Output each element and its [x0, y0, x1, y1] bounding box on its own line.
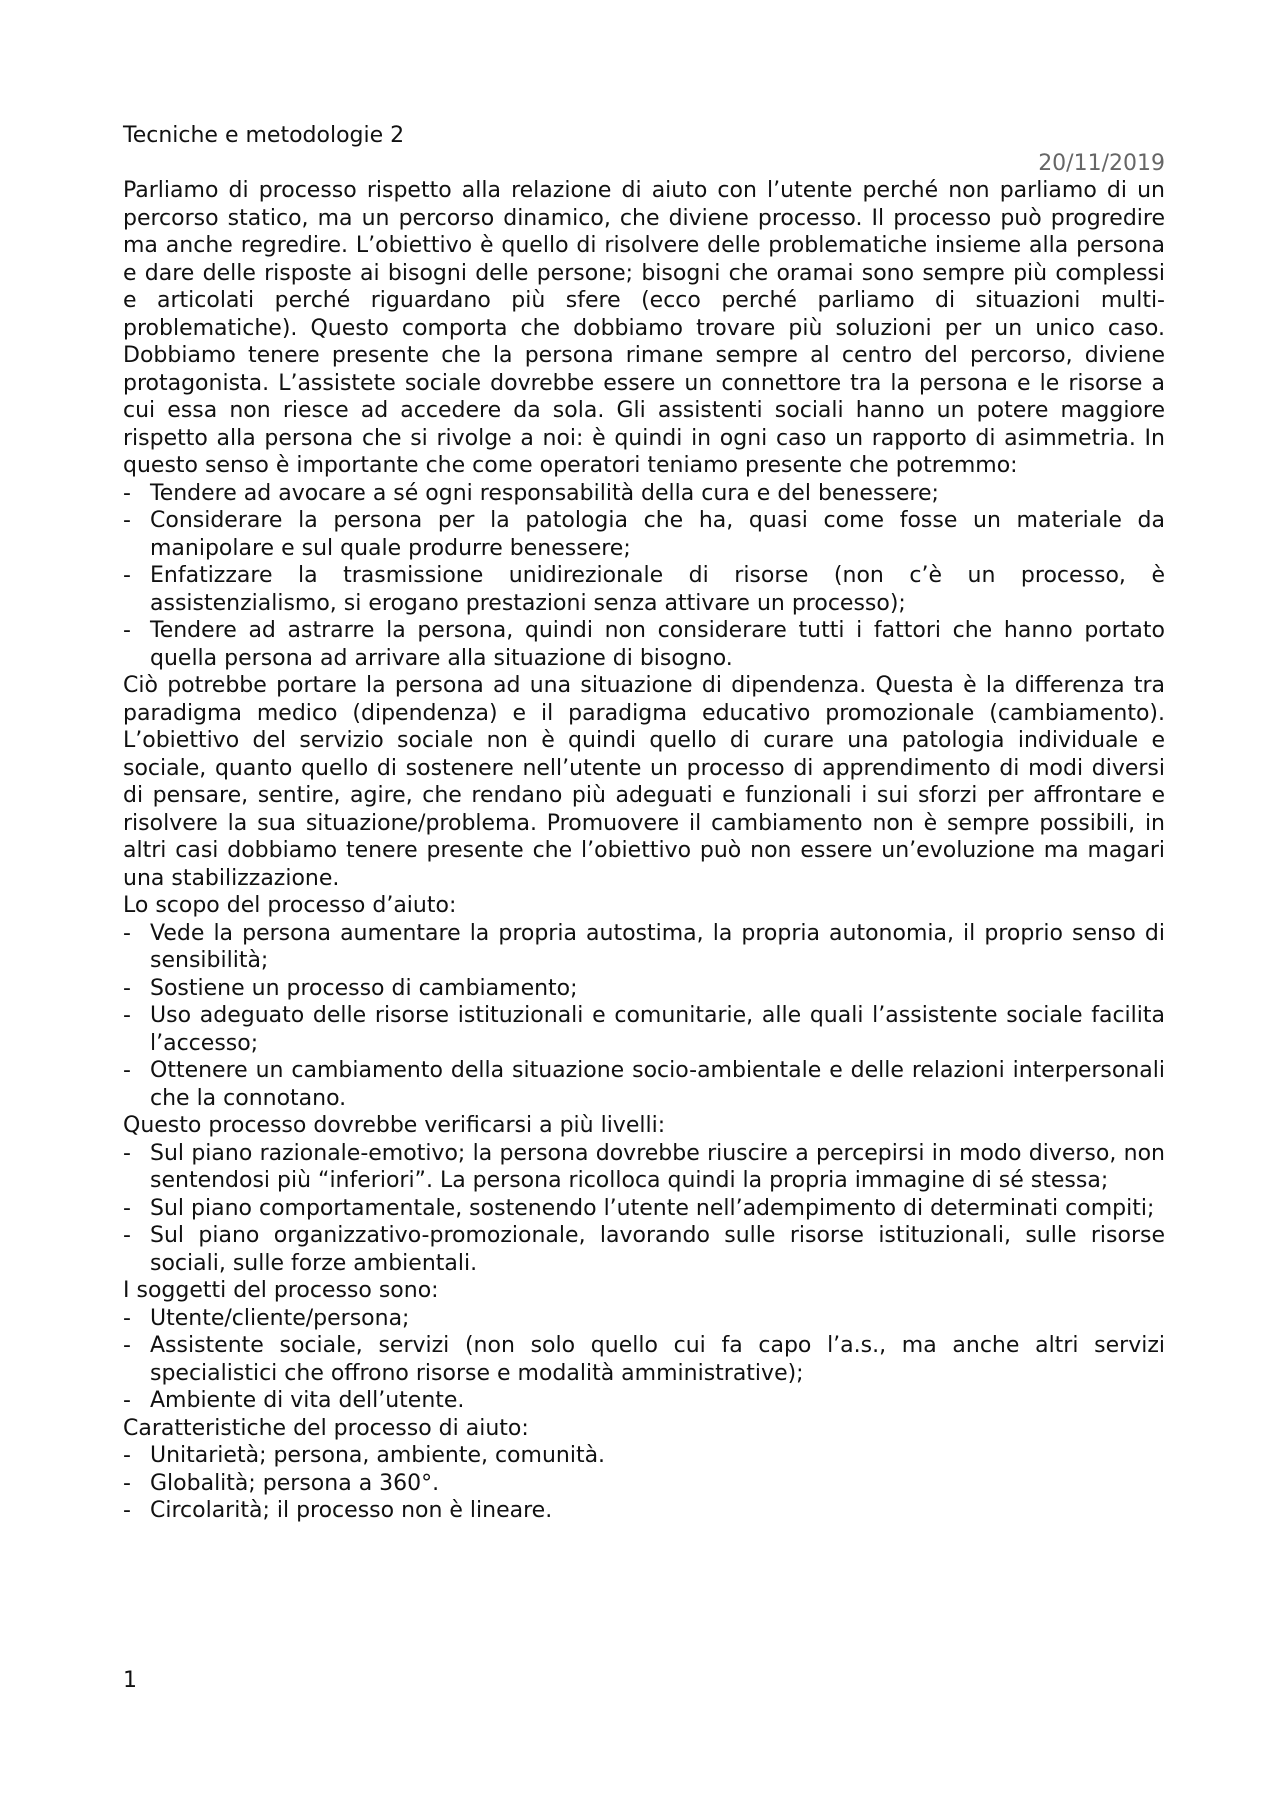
list-item-text: Assistente sociale, servizi (non solo quello cui fa capo l’a.s., ma anche altri servizi specialistici che offrono risorse e modalità amministrative);	[150, 1333, 1165, 1386]
bullet-marker: -	[123, 1498, 131, 1523]
list-item	[123, 1497, 1165, 1525]
list-item-text: Unitarietà; persona, ambiente, comunità.	[150, 1443, 606, 1468]
bullet-marker: -	[123, 618, 131, 643]
paragraph-intro: Parliamo di processo rispetto alla relazione di aiuto con l’utente perché non parliamo di un percorso statico, ma un percorso dinamico, che diviene processo. Il processo può progredire ma anche regredire. L’obiettivo è quello di risolvere delle problematiche insieme alla persona e dare delle risposte ai bisogni delle persone; bisogni che oramai sono sempre più complessi e articolati perché riguardano più sfere (ecco perché parliamo di situazioni multi-problematiche). Questo comporta che dobbiamo trovare più soluzioni per un unico caso. Dobbiamo tenere presente che la persona rimane sempre al centro del percorso, diviene protagonista. L’assistete sociale dovrebbe essere un connettore tra la persona e le risorse a cui essa non riesce ad accedere da sola. Gli assistenti sociali hanno un potere maggiore rispetto alla persona che si rivolge a noi: è quindi in ogni caso un rapporto di asimmetria. In questo senso è importante che come operatori teniamo presente che potremmo:	[123, 178, 1165, 478]
bullet-marker: -	[123, 1058, 131, 1083]
list-item-text: Circolarità; il processo non è lineare.	[150, 1498, 553, 1523]
paragraph-subjects-heading: I soggetti del processo sono:	[123, 1278, 439, 1303]
bullet-list-subjects	[123, 1305, 1165, 1415]
list-item-text: Sul piano comportamentale, sostenendo l’utente nell’adempimento di determinati compiti;	[150, 1195, 1155, 1221]
list-item	[123, 1195, 1165, 1223]
bullet-marker: -	[123, 1003, 131, 1028]
bullet-marker: -	[123, 1333, 131, 1358]
list-item-text: Considerare la persona per la patologia che ha, quasi come fosse un materiale da manipolare e sul quale produrre benessere;	[150, 508, 1165, 561]
list-item	[123, 562, 1165, 617]
bullet-marker: -	[123, 1305, 131, 1331]
list-item	[123, 1057, 1165, 1112]
list-item-text: Sostiene un processo di cambiamento;	[150, 975, 578, 1001]
bullet-marker: -	[123, 1470, 131, 1496]
document-body	[123, 122, 1165, 1525]
list-item-text: Uso adeguato delle risorse istituzionali e comunitarie, alle quali l’assistente sociale facilita l’accesso;	[150, 1003, 1165, 1056]
list-item	[123, 1332, 1165, 1387]
bullet-marker: -	[123, 1223, 131, 1248]
bullet-marker: -	[123, 508, 131, 533]
document-date: 20/11/2019	[1038, 150, 1165, 176]
list-item	[123, 507, 1165, 562]
paragraph-characteristics-heading: Caratteristiche del processo di aiuto:	[123, 1415, 529, 1441]
bullet-list-characteristics	[123, 1442, 1165, 1525]
list-item-text: Enfatizzare la trasmissione unidirezionale di risorse (non c’è un processo, è assistenzialismo, si erogano prestazioni senza attivare un processo);	[150, 563, 1165, 616]
list-item-text: Vede la persona aumentare la propria autostima, la propria autonomia, il proprio senso di sensibilità;	[150, 920, 1165, 973]
paragraph-levels-heading: Questo processo dovrebbe verificarsi a più livelli:	[123, 1113, 666, 1138]
list-item-text: Globalità; persona a 360°.	[150, 1470, 440, 1496]
paragraph-dependency: Ciò potrebbe portare la persona ad una situazione di dipendenza. Questa è la differenza tra paradigma medico (dipendenza) e il paradigma educativo promozionale (cambiamento). L’obiettivo del servizio sociale non è quindi quello di curare una patologia individuale e sociale, quanto quello di sostenere nell’utente un processo di apprendimento di modi diversi di pensare, sentire, agire, che rendano più adeguati e funzionali i sui sforzi per affrontare e risolvere la sua situazione/problema. Promuovere il cambiamento non è sempre possibili, in altri casi dobbiamo tenere presente che l’obiettivo può non essere un’evoluzione ma magari una stabilizzazione.	[123, 673, 1165, 891]
list-item-text: Tendere ad avocare a sé ogni responsabilità della cura e del benessere;	[150, 480, 939, 506]
bullet-marker: -	[123, 1140, 131, 1166]
bullet-marker: -	[123, 563, 131, 588]
list-item	[123, 1140, 1165, 1195]
list-item	[123, 1470, 1165, 1498]
bullet-marker: -	[123, 1195, 131, 1221]
bullet-marker: -	[123, 1388, 131, 1413]
bullet-list-levels	[123, 1140, 1165, 1278]
list-item-text: Ottenere un cambiamento della situazione socio-ambientale e delle relazioni interpersonali che la connotano.	[150, 1058, 1165, 1111]
list-item	[123, 1442, 1165, 1470]
list-item-text: Sul piano organizzativo-promozionale, lavorando sulle risorse istituzionali, sulle risorse sociali, sulle forze ambientali.	[150, 1223, 1165, 1276]
list-item	[123, 1002, 1165, 1057]
list-item-text: Utente/cliente/persona;	[150, 1305, 410, 1331]
list-item	[123, 1387, 1165, 1415]
bullet-marker: -	[123, 920, 131, 946]
list-item-text: Ambiente di vita dell’utente.	[150, 1388, 465, 1413]
list-item-text: Tendere ad astrarre la persona, quindi non considerare tutti i fattori che hanno portato quella persona ad arrivare alla situazione di bisogno.	[150, 618, 1165, 671]
bullet-marker: -	[123, 1443, 131, 1468]
list-item-text: Sul piano razionale-emotivo; la persona dovrebbe riuscire a percepirsi in modo diverso, non sentendosi più “inferiori”. La persona ricolloca quindi la propria immagine di sé stessa;	[150, 1140, 1165, 1193]
bullet-marker: -	[123, 975, 131, 1001]
list-item	[123, 975, 1165, 1003]
list-item	[123, 1305, 1165, 1333]
document-title: Tecniche e metodologie 2	[123, 123, 405, 148]
bullet-list-risks	[123, 480, 1165, 673]
list-item	[123, 920, 1165, 975]
list-item	[123, 617, 1165, 672]
list-item	[123, 1222, 1165, 1277]
bullet-marker: -	[123, 480, 131, 506]
bullet-list-scope	[123, 920, 1165, 1113]
page-number: 1	[123, 1668, 137, 1693]
list-item	[123, 480, 1165, 508]
paragraph-scope-heading: Lo scopo del processo d’aiuto:	[123, 893, 457, 918]
